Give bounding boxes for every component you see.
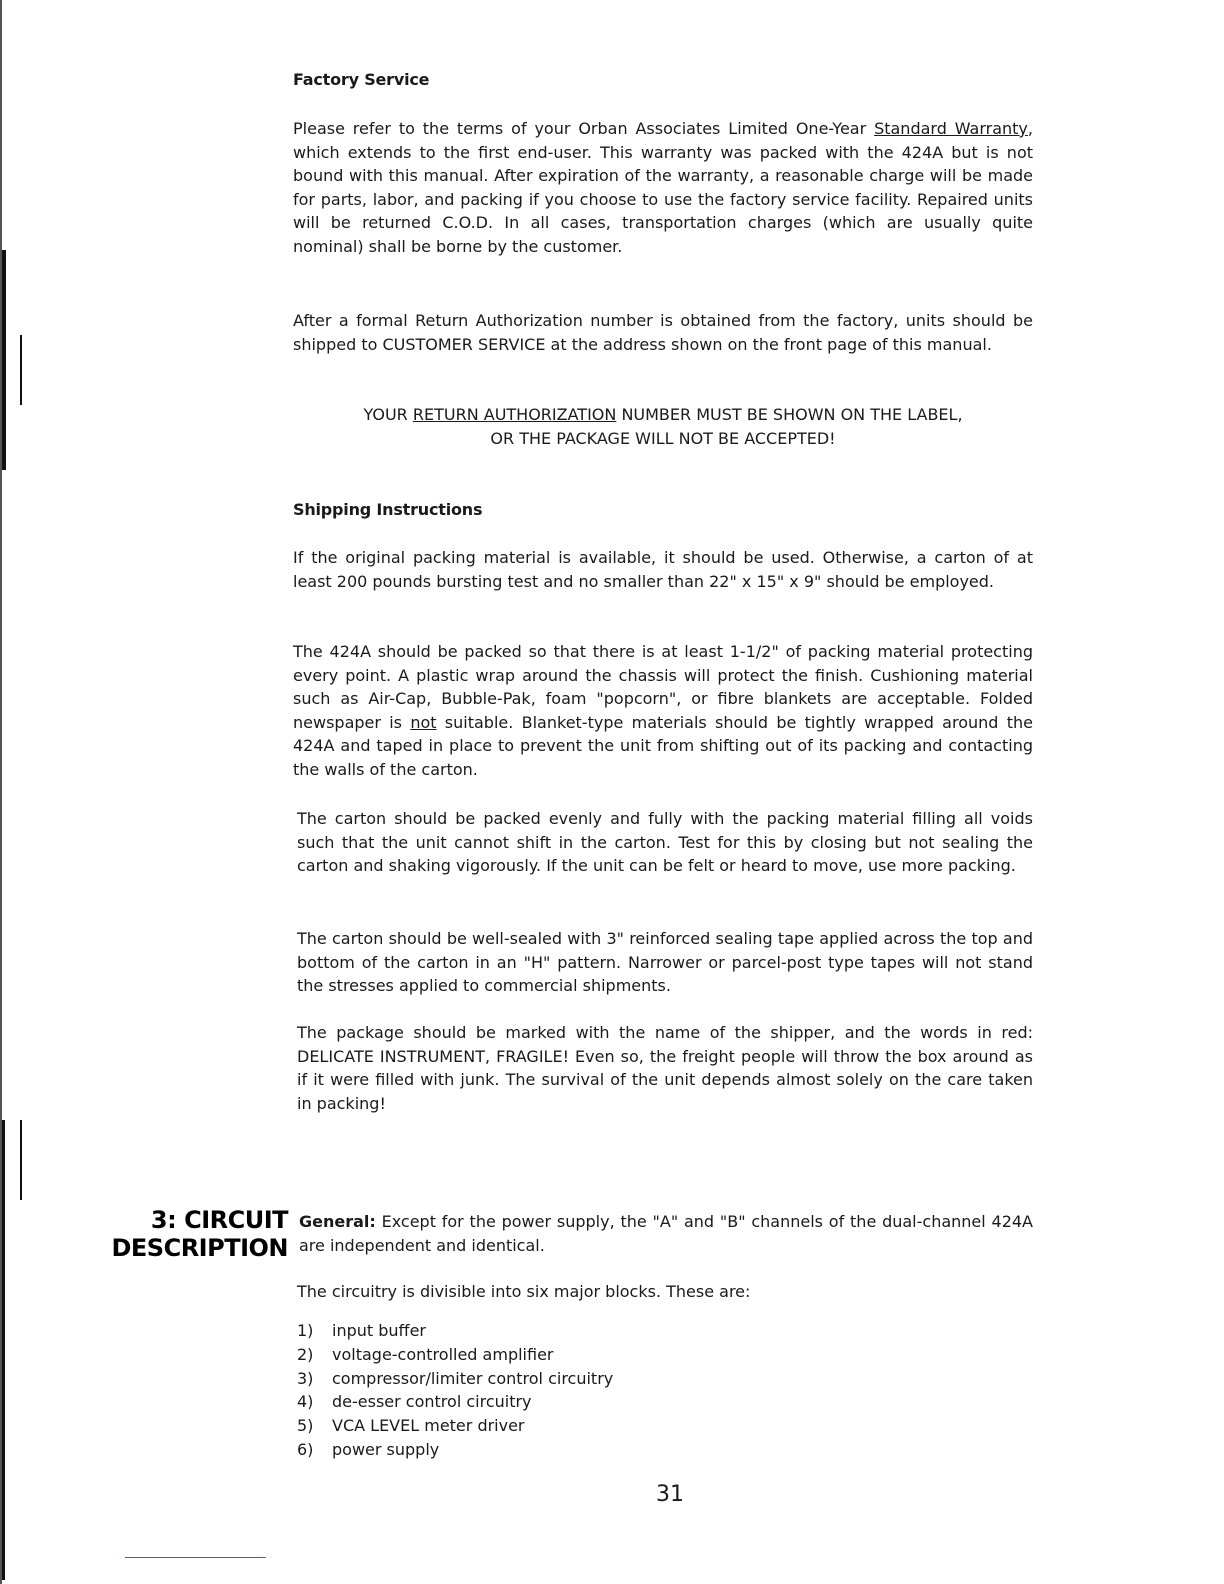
circuit-block-item: [297, 1438, 613, 1462]
circuit-block-number: 5): [297, 1416, 314, 1436]
scan-edge-mark: [20, 335, 22, 405]
scan-edge-mark: [20, 1120, 22, 1200]
return-authorization-term: RETURN AUTHORIZATION: [412, 405, 617, 424]
circuit-block-label: voltage-controlled amplifier: [332, 1344, 554, 1364]
not-emphasis: not: [410, 712, 437, 732]
circuit-intro: The circuitry is divisible into six major blocks. These are:: [297, 1282, 751, 1301]
circuit-block-label: de-esser control circuitry: [332, 1392, 532, 1412]
circuit-block-item: [297, 1367, 613, 1391]
section-title: [100, 1206, 288, 1262]
section-title-line-2: DESCRIPTION: [111, 1234, 288, 1262]
general-label: General:: [299, 1212, 376, 1231]
circuit-block-label: power supply: [332, 1439, 440, 1459]
notice-text-start: YOUR: [363, 405, 413, 424]
shipping-paragraph-1: If the original packing material is available, it should be used. Otherwise, a carton of at least 200 pounds bursting test and no smaller than 22" x 15" x 9" should be employed.: [293, 548, 1033, 591]
general-paragraph: [299, 1210, 1033, 1257]
footer-rule: [125, 1557, 266, 1558]
packing-text-end: suitable. Blanket-type materials should be tightly wrapped around the 424A and taped in place to prevent the unit from shifting out of its packing and contacting the walls of the carton.: [293, 712, 1033, 779]
circuit-block-number: 6): [297, 1439, 314, 1459]
scan-edge-mark: [2, 250, 6, 470]
circuit-block-item: [297, 1343, 613, 1367]
factory-service-heading: Factory Service: [293, 70, 430, 89]
shipping-paragraph-5: The package should be marked with the name of the shipper, and the words in red: DELICATE INSTRUMENT, FRAGILE! Even so, the freight people will throw the box around as if it were filled with junk. The survival of the unit depends almost solely on the care taken in packing!: [297, 1023, 1033, 1113]
circuit-block-label: input buffer: [332, 1321, 426, 1340]
shipping-instructions-heading: Shipping Instructions: [293, 500, 483, 519]
circuit-block-label: compressor/limiter control circuitry: [332, 1368, 614, 1388]
notice-text-end: NUMBER MUST BE SHOWN ON THE LABEL,: [616, 405, 963, 424]
page-number: 31: [656, 1482, 684, 1507]
shipping-paragraph-2: [293, 640, 1033, 782]
warranty-text-start: Please refer to the terms of your Orban Associates Limited One-Year: [293, 119, 875, 138]
circuit-blocks-list: [297, 1319, 613, 1462]
circuit-block-item: [297, 1414, 613, 1438]
return-authorization-notice: [293, 403, 1033, 450]
circuit-block-number: 4): [297, 1392, 314, 1412]
circuit-block-number: 1): [297, 1321, 314, 1340]
circuit-block-number: 2): [297, 1344, 314, 1364]
shipping-paragraph-3: The carton should be packed evenly and fully with the packing material filling all voids such that the unit cannot shift in the carton. Test for this by closing but not sealing the carton and shaking vigorously. If the unit can be felt or heard to move, use more packing.: [297, 809, 1033, 876]
section-title-line-1: 3: CIRCUIT: [150, 1206, 288, 1234]
notice-line-2: OR THE PACKAGE WILL NOT BE ACCEPTED!: [490, 428, 836, 448]
factory-service-paragraph-2: After a formal Return Authorization number is obtained from the factory, units should be shipped to CUSTOMER SERVICE at the address shown on the front page of this manual.: [293, 311, 1033, 354]
circuit-block-number: 3): [297, 1368, 314, 1388]
general-text: Except for the power supply, the "A" and "B" channels of the dual-channel 424A are independent and identical.: [299, 1212, 1033, 1255]
warranty-text-end: , which extends to the first end-user. This warranty was packed with the 424A but is not bound with this manual. After expiration of the warranty, a reasonable charge will be made for parts, labor, and packing if you choose to use the factory service facility. Repaired units will be returned C.O.D. In all cases, transportation charges (which are usually quite nominal) shall be borne by the customer.: [293, 119, 1033, 256]
circuit-block-item: [297, 1390, 613, 1414]
standard-warranty-term: Standard Warranty: [874, 119, 1028, 138]
notice-line-1: [293, 403, 1033, 427]
circuit-block-label: VCA LEVEL meter driver: [332, 1416, 525, 1436]
scan-edge-mark: [2, 1120, 5, 1580]
factory-service-paragraph-1: [293, 117, 1033, 259]
circuit-block-item: [297, 1319, 613, 1343]
packing-text-start: The 424A should be packed so that there is at least 1-1/2" of packing material protecting every point. A plastic wrap around the chassis will protect the finish. Cushioning material such as Air-Cap, Bubble-Pak, foam "popcorn", or fibre blankets are acceptable. Folded newspaper is: [293, 642, 1033, 732]
shipping-paragraph-4: The carton should be well-sealed with 3" reinforced sealing tape applied across the top and bottom of the carton in an "H" pattern. Narrower or parcel-post type tapes will not stand the stresses applied to commercial shipments.: [297, 929, 1033, 996]
